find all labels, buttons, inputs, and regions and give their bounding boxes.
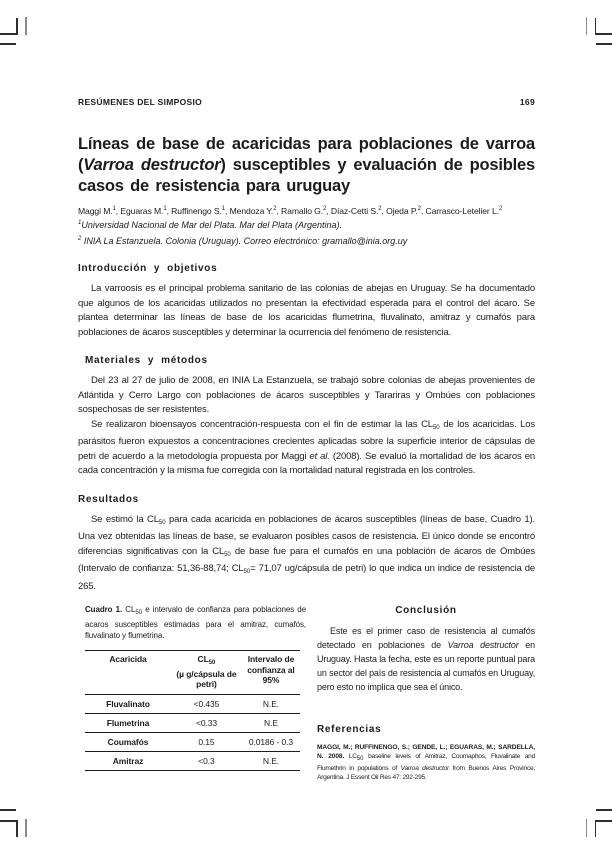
author-separator: , <box>276 206 282 216</box>
cell-acaricida: Flumetrina <box>85 713 171 732</box>
two-column-area <box>78 604 535 782</box>
cell-acaricida: Coumafós <box>85 732 171 751</box>
cl50-subscript: 50 <box>224 551 231 558</box>
reference-text: LC <box>344 753 357 760</box>
results-text: = 71,07 ug/cápsula de petri) lo que indica un indice de resistencia de 265. <box>78 563 535 592</box>
affiliation-text: Universidad Nacional de Mar del Plata. Mar del Plata (Argentina). <box>81 220 342 230</box>
crop-mark-line <box>586 17 588 35</box>
author-affiliation-sup: 2 <box>323 206 327 212</box>
methods-text: (2008). Se evaluó la mortalidad de los ácaros en cada concentración y la misma fue corregida con la mortalidad natural registrada en los controles. <box>78 450 535 476</box>
cell-cl50: <0.435 <box>171 694 242 713</box>
author: Eguaras M. <box>120 206 164 216</box>
crop-mark-line <box>25 17 27 35</box>
cl50-subscript: 50 <box>135 610 142 616</box>
affiliation-sup: 2 <box>78 235 82 242</box>
author-affiliation-sup: 2 <box>273 206 277 212</box>
section-heading-conclusion: Conclusión <box>395 605 457 616</box>
title-text: ) susceptibles y evaluación de posibles casos de resistencia para uruguay <box>78 156 535 195</box>
affiliation-1 <box>78 217 535 233</box>
cl50-unit: (µ g/cápsula de petri) <box>176 668 237 689</box>
section-heading-introduccion: Introducción y objetivos <box>78 263 218 274</box>
author-affiliation-sup: 2 <box>417 206 421 212</box>
results-paragraph <box>78 513 535 595</box>
table-header-acaricida: Acaricida <box>85 651 171 695</box>
cl50-subscript: 50 <box>432 424 440 431</box>
author-separator: , <box>326 206 331 216</box>
cell-intervalo: N.E. <box>242 751 300 770</box>
title-text: Líneas de base de acaricidas para poblaciones de varroa ( <box>78 135 535 174</box>
title-species-italic: Varroa destructor <box>83 156 221 174</box>
conclusion-text: Este es el primer caso de resistencia al cumafós detectado en poblaciones de <box>317 626 535 650</box>
article-title <box>78 134 535 197</box>
crop-mark-line <box>596 43 612 45</box>
reference-text: from Buenos Aires Province, Argentina. J Essent Oil Res 47: 292-295. <box>317 765 535 781</box>
table-row <box>85 713 300 732</box>
cl50-subscript: 50 <box>158 519 166 526</box>
section-heading-resultados: Resultados <box>78 493 139 505</box>
cell-intervalo: 0.0186 - 0.3 <box>242 732 300 751</box>
crop-mark-line <box>16 820 18 837</box>
cell-intervalo: N.E <box>242 713 300 732</box>
running-header-title: RESÚMENES DEL SIMPOSIO <box>78 97 203 107</box>
running-header <box>78 97 535 108</box>
crop-mark-line <box>0 820 17 822</box>
species-italic: Varroa destructor <box>400 765 449 772</box>
table-caption-text: CL <box>122 605 136 614</box>
section-heading-materiales: Materiales y métodos <box>85 355 208 366</box>
methods-text: de los acaricidas. Los parásitos fueron expuestos a concentraciones crecientes aplicadas sobre la superficie interior de cápsulas de petri de acuerdo a la metodología propuesta por Maggi <box>78 418 535 462</box>
results-text: para cada acaricida en poblaciones de ácaros susceptibles (líneas de base, Cuadro 1). Una vez obtenidas las líneas de base, se evaluaron posibles casos de resistencia. El único donde se encontró diferencias significativas con la CL <box>78 513 535 557</box>
crop-mark-line <box>586 819 588 837</box>
author: Ruffinengo S. <box>171 206 222 216</box>
crop-mark-line <box>16 18 18 35</box>
crop-mark-line <box>596 809 612 811</box>
table-header-cl50 <box>171 651 242 695</box>
page-number: 169 <box>519 97 535 107</box>
author-affiliation-sup: 1 <box>163 206 167 212</box>
table-caption-text: e intervalo de confianza para poblaciones de acaros susceptibles estimadas para el amitraz, cumafós, fluvalinato y flumetrina. <box>85 605 306 640</box>
crop-mark-line <box>595 820 612 822</box>
cl50-subscript: 50 <box>356 756 364 762</box>
cell-cl50: 0.15 <box>171 732 242 751</box>
section-heading-referencias: Referencias <box>317 724 382 735</box>
table-header-row <box>85 651 300 695</box>
author-separator: , <box>420 206 426 216</box>
crop-mark-line <box>0 43 16 45</box>
crop-mark-line <box>25 819 27 837</box>
affiliation-text: INIA La Estanzuela. Colonia (Uruguay). Correo electrónico: gramallo@inia.org.uy <box>81 235 408 246</box>
table-row <box>85 732 300 751</box>
cell-acaricida: Amitraz <box>85 751 171 770</box>
cell-acaricida: Fluvalinato <box>85 694 171 713</box>
authors-line <box>78 204 535 217</box>
results-text: Se estimó la CL <box>91 513 159 525</box>
conclusion-text: en Uruguay. Hasta la fecha, este es un reporte puntual para un sector del país de resistencia al cumafós en Uruguay, pero esto no implica que sea el único. <box>317 640 535 692</box>
page-content <box>78 0 535 782</box>
et-al-italic: et al. <box>309 450 330 462</box>
author-affiliation-sup: 2 <box>498 206 503 212</box>
cell-cl50: <0.3 <box>171 751 242 770</box>
author: Mendoza Y. <box>229 206 274 216</box>
crop-mark-line <box>595 18 597 35</box>
author-affiliation-sup: 1 <box>112 206 116 212</box>
author: Maggi M. <box>78 206 113 216</box>
cl50-label: CL <box>197 654 209 664</box>
table-caption-label: Cuadro 1. <box>85 605 123 614</box>
affiliation-sup: 1 <box>78 220 82 226</box>
author-separator: , <box>166 206 172 216</box>
table-row <box>85 751 300 770</box>
results-table <box>85 650 300 771</box>
crop-mark-line <box>595 33 612 35</box>
methods-text: Se realizaron bioensayos concentración-respuesta con el fin de estimar la las CL <box>91 418 433 430</box>
intro-paragraph: La varroosis es el principal problema sanitario de las colonias de abejas en Uruguay. Se ha documentado que algunos de los acaricidas utilizados no presentan la efectividad esperada para el control del ácaro. Se plantea determinar las líneas de base de los acaricidas flumetrina, fluvalinato, amitraz y cumafós para poblaciones de ácaros susceptibles y determinar la ocurrencia del fenómeno de resistencia. <box>78 283 535 338</box>
table-caption <box>85 604 306 641</box>
author-separator: , <box>381 206 387 216</box>
author-separator: , <box>225 206 230 216</box>
results-table-head <box>85 651 300 695</box>
author: Ojeda P. <box>386 206 418 216</box>
cl50-subscript: 50 <box>208 660 216 666</box>
reference-text: baseline levels of Amitraz, Coumaphos, Fluvalinate and Flumethrin in populations of <box>317 753 535 772</box>
methods-paragraph-2 <box>78 418 535 479</box>
cell-cl50: <0.33 <box>171 713 242 732</box>
author-affiliation-sup: 1 <box>221 206 226 212</box>
table-row <box>85 694 300 713</box>
crop-mark-line <box>0 809 16 811</box>
crop-mark-line <box>595 820 597 837</box>
author-affiliation-sup: 2 <box>378 206 382 212</box>
reference-entry <box>317 743 535 782</box>
methods-paragraph-1: Del 23 al 27 de julio de 2008, en INIA La Estanzuela, se trabajó sobre colonias de abejas provenientes de Atlántida y Cerro Largo con poblaciones de ácaros susceptibles y Tarariras y Ombúes con poblaciones sospechosas de ser resistentes. <box>78 375 535 415</box>
author-separator: , <box>115 206 121 216</box>
cell-intervalo: N.E. <box>242 694 300 713</box>
results-table-body <box>85 694 300 770</box>
affiliation-2 <box>78 233 535 249</box>
cl50-subscript: 50 <box>243 569 251 575</box>
right-column <box>306 604 535 782</box>
author: Ramallo G. <box>281 206 324 216</box>
author: Díaz-Cetti S. <box>330 206 379 216</box>
author: Carrasco-Letelier L. <box>425 206 499 216</box>
conclusion-paragraph <box>317 624 535 694</box>
species-italic: Varroa destructor <box>447 640 519 650</box>
table-header-intervalo: Intervalo de confianza al 95% <box>242 651 300 695</box>
crop-mark-line <box>0 33 17 35</box>
reference-authors: MAGGI, M.; RUFFINENGO, S.; GENDE, L.; EGUARAS, M.; SARDELLA, N. 2008. <box>317 744 535 760</box>
results-text: de base fue para el cumafós en una población de ácaros de Ombúes (Intervalo de confianza: 51,36-88,74; CL <box>78 545 536 574</box>
left-column <box>78 604 306 782</box>
